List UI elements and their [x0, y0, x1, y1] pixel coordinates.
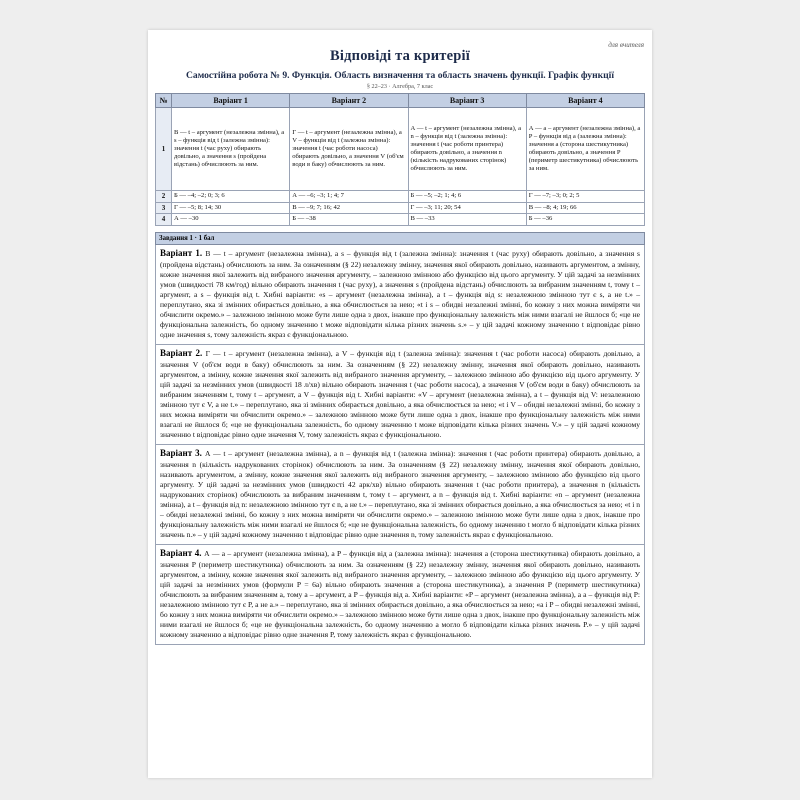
task-number: 4 — [156, 214, 172, 226]
table-header-cell: Варіант 1 — [172, 94, 290, 108]
table-cell: Б — –36 — [526, 214, 644, 226]
table-cell: Г — –7; –3; 0; 2; 5 — [526, 191, 644, 203]
answer-block-variant-2 — [155, 345, 645, 445]
task-number: 2 — [156, 191, 172, 203]
table-cell: А — –6; –3; 1; 4; 7 — [290, 191, 408, 203]
task-number: 3 — [156, 202, 172, 214]
table-cell: А — –30 — [172, 214, 290, 226]
table-row — [156, 108, 645, 191]
table-cell: Б — –5; –2; 1; 4; 6 — [408, 191, 526, 203]
table-cell: В — –33 — [408, 214, 526, 226]
table-header-cell: № — [156, 94, 172, 108]
table-header-cell: Варіант 2 — [290, 94, 408, 108]
audience-note: для вчителя — [608, 41, 644, 49]
page-subtitle: Самостійна робота № 9. Функція. Область визначення та область значень функції. Графік функції — [185, 70, 615, 81]
table-cell: А — t – аргумент (незалежна змінна), a n – функція від t (залежна змінна): значення t (час роботи принтера) обирають довільно, а значення n (кількість надрукованих сторінок) обчислюють за ним. — [408, 108, 526, 191]
table-cell: Г — t – аргумент (незалежна змінна), a V – функція від t (залежна змінна): значення t (час роботи насоса) обирають довільно, а значення V (об'єм води в баку) обчислюють за ним. — [290, 108, 408, 191]
table-cell: Г — –3; 11; 20; 54 — [408, 202, 526, 214]
document-page — [148, 30, 652, 778]
variant-label: Варіант 2. — [160, 347, 206, 358]
table-row — [156, 214, 645, 226]
answer-text: А — t – аргумент (незалежна змінна), a n – функція від t (залежна змінна): значення t (час роботи принтера) обирають довільно, а значення n (кількість надрукованих сторінок) обчислюють за ним. За означенням (§ 22) незалежну змінну, значення якої обирають довільно, називають аргументом, а змінну, кожне значення якої залежить від вибраного значення аргументу, – залежною змінною або функцією від цього аргументу. У цій задачі за незмінних умов (швидкості 42 арк/хв) вільно обирають значення t (час роботи принтера), а значення n (кількість надрукованих сторінок) обчислюють за вибраним значенням t, тому t – аргумент, a n – функція від t. Хибні варіанти: «n – аргумент (незалежна змінна), a t – функція від n: незалежною змінною тут є n, а не t.» – переплутано, яка зі змінних обирається довільно, а яка обчислюється за нею; «t i n – обидві незалежні змінні, бо кожну з них можна виміряти чи обчислити окремо.» – залежною змінною може бути лише одна з двох, інакше про функціональну залежність між ними взагалі не йшлося б; «це не функціональна залежність, бо одному значенню t могло б відповідати кілька різних значень n.» – у цій задачі кожному значенню t відповідає рівно одне значення n, тому залежність якраз є функціональною. — [160, 449, 641, 540]
task-number: 1 — [156, 108, 172, 191]
answer-text: В — t – аргумент (незалежна змінна), a s – функція від t (залежна змінна): значення t (час руху) обирають довільно, а значення s (пройдена відстань) обчислюють за ним. За означенням (§ 22) незалежну змінну, значення якої обирають довільно, називають аргументом, а змінну, кожне значення якої залежить від вибраного значення аргументу, – залежною змінною або функцією від цього аргументу. У цій задачі за незмінних умов (швидкості 78 км/год) вільно обирають значення t (час руху), а значення s (пройдена відстань) обчислюють за вибраним значенням t, тому t – аргумент, a s – функція від t. Хибні варіанти: «s – аргумент (незалежна змінна), a t – функція від s: незалежною змінною тут є s, а не t.» – переплутано, яка зі змінних обирається довільно, а яка обчислюється за нею; «t i s – обидві незалежні змінні, бо кожну з них можна виміряти чи обчислити окремо.» – залежною змінною може бути лише одна з двох, інакше про функціональну залежність між ними взагалі не йшлося б; «це не функціональна залежність, бо одному значенню t може відповідати кілька різних значень s.» – у цій задачі кожному значенню t відповідає рівно одне значення s, тому залежність якраз є функціональною. — [160, 248, 640, 339]
answer-text: А — a – аргумент (незалежна змінна), a P – функція від a (залежна змінна): значення a (сторона шестикутника) обирають довільно, а значення P (периметр шестикутника) обчислюють за ним. За означенням (§ 22) незалежну змінну, значення якої обирають довільно, називають аргументом, а змінну, кожне значення якої залежить від вибраного значення аргументу, – залежною змінною або функцією від цього аргументу. У цій задачі за незмінних умов (формули P = 6a) вільно обирають значення a (сторона шестикутника), а значення P (периметр шестикутника) обчислюють за вибраним значенням a, тому a – аргумент, a P – функція від a. Хибні варіанти: «P – аргумент (незалежна змінна), a a – функція від P: незалежною змінною тут є P, а не a.» – переплутано, яка зі змінних обирається довільно, а яка обчислюється за нею; «a i P – обидві незалежні змінні, бо кожну з них можна виміряти чи обчислити окремо.» – залежною змінною може бути лише одна з двох, інакше про функціональну залежність між ними взагалі не йшлося б; «це не функціональна залежність, бо одному значенню a могло б відповідати кілька різних значень P.» – у цій задачі кожному значенню a відповідає рівно одне значення P, тому залежність якраз є функціональною. — [160, 549, 640, 640]
task-header: Завдання 1 · 1 бал — [155, 232, 645, 245]
answer-block-variant-1 — [155, 245, 645, 345]
table-row — [156, 191, 645, 203]
table-header-row — [156, 94, 645, 108]
table-cell: В — t – аргумент (незалежна змінна), a s – функція від t (залежна змінна): значення t (час руху) обирають довільно, а значення s (пройдена відстань) обчислюють за ним. — [172, 108, 290, 191]
variant-label: Варіант 1. — [160, 247, 206, 258]
answer-block-variant-4 — [155, 545, 645, 645]
table-header-cell: Варіант 4 — [526, 94, 644, 108]
table-header-cell: Варіант 3 — [408, 94, 526, 108]
table-cell: Б — –38 — [290, 214, 408, 226]
variant-label: Варіант 4. — [160, 548, 205, 559]
table-cell: Г — –5; 8; 14; 30 — [172, 202, 290, 214]
source-line: § 22–23 · Алгебра, 7 клас — [366, 83, 434, 90]
table-cell: А — a – аргумент (незалежна змінна), a P – функція від a (залежна змінна): значення a (сторона шестикутника) обирають довільно, а значення P (периметр шестикутника) обчислюють за ним. — [526, 108, 644, 191]
page-title: Відповіді та критерії — [330, 48, 470, 64]
table-cell: В — –9; 7; 16; 42 — [290, 202, 408, 214]
answer-text: Г — t – аргумент (незалежна змінна), a V – функція від t (залежна змінна): значення t (час роботи насоса) обирають довільно, а значення V (об'єм води в баку) обчислюють за ним. За означенням (§ 22) незалежну змінну, значення якої обирають довільно, називають аргументом, а змінну, кожне значення якої залежить від вибраного значення аргументу, – залежною змінною або функцією від цього аргументу. У цій задачі за незмінних умов (швидкості 18 л/хв) вільно обирають значення t (час роботи насоса), а значення V (об'єм води в баку) обчислюють за вибраним значенням t, тому t – аргумент, a V – функція від t. Хибні варіанти: «V – аргумент (незалежна змінна), a t – функція від V: незалежною змінною тут є V, а не t.» – переплутано, яка зі змінних обирається довільно, а яка обчислюється за нею; «t i V – обидві незалежні змінні, бо кожну з них можна виміряти чи обчислити окремо.» – залежною змінною може бути лише одна з двох, інакше про функціональну залежність між ними взагалі не йшлося б; «це не функціональна залежність, бо одному значенню t може відповідати кілька різних значень V.» – у цій задачі кожному значенню t відповідає рівно одне значення V, тому залежність якраз є функціональною. — [160, 348, 640, 439]
variant-label: Варіант 3. — [160, 448, 205, 459]
table-cell: Б — –4; –2; 0; 3; 6 — [172, 191, 290, 203]
answer-key-table — [155, 93, 645, 226]
table-cell: В — –8; 4; 19; 66 — [526, 202, 644, 214]
table-row — [156, 202, 645, 214]
answer-block-variant-3 — [155, 445, 645, 545]
